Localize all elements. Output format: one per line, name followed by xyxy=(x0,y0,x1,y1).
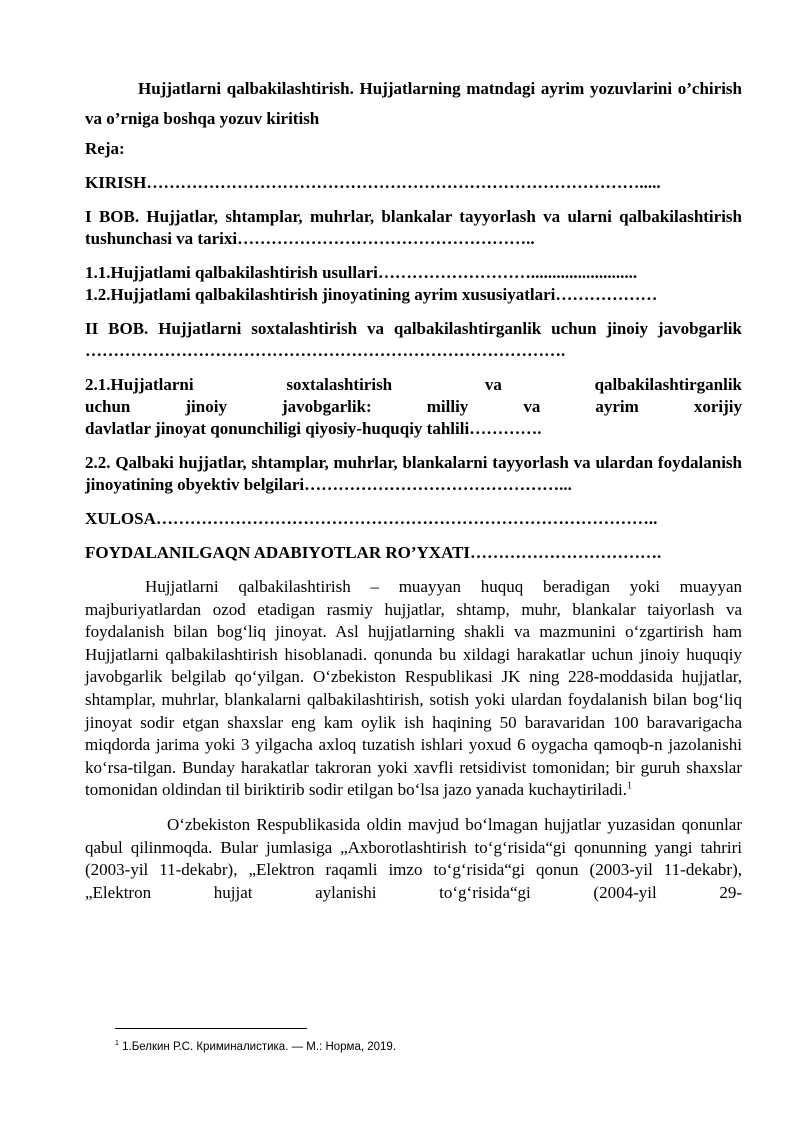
document-page xyxy=(85,74,742,916)
toc-section-2-1-line-3: davlatlar jinoyat qonunchiligi qiyosiy-huquqiy tahlili…………. xyxy=(85,419,542,438)
toc-section-1-1: 1.1.Hujjatlami qalbakilashtirish usullari………………………......................... xyxy=(85,263,638,282)
toc-intro: KIRISH……………………………………………………………………………..... xyxy=(85,173,661,192)
toc-section-2-1-line-2: uchun jinoiy javobgarlik: milliy va ayrim xorijiy xyxy=(85,397,742,416)
toc-chapter-2: II BOB. Hujjatlarni soxtalashtirish va qalbakilashtirganlik uchun jinoiy javobgarlik …………………………………………………………………………. xyxy=(85,319,742,360)
paragraph-1-text: Hujjatlarni qalbakilashtirish – muayyan huquq beradigan yoki muayyan majburiyatlardan ozod etadigan rasmiy hujjatlar, shtamp, muhr, blankalar taiyorlash va foydalanish bilan bog‘liq jinoyat. Asl hujjatlarning shakli va mazmunini o‘zgartirish ham Hujjatlarni qalbakilashtirish hisoblanadi. qonunda bu xildagi harakatlar uchun jinoiy huquqiy javobgarlik belgilab qo‘yilgan. O‘zbekiston Respublikasi JK ning 228-moddasida hujjatlar, shtamplar, muhrlar, blankalarni qalbakilashtirish, sotish yoki ulardan foydalanish bilan bog‘liq jinoyat sodir etgan shaxslar eng kam oylik ish haqining 50 baravaridan 100 baravarigacha miqdorda jarima yoki 3 yilgacha axloq tuzatish ishlari yoxud 6 oygacha qamoqb-n jazolanishi ko‘rsa-tilgan. Bunday harakatlar takroran yoki xavfli retsidivist tomonidan; bir guruh shaxslar tomonidan oldindan til biriktirib sodir etilgan bo‘lsa jazo yanada kuchaytiriladi. xyxy=(85,577,742,800)
body-paragraph-1 xyxy=(85,576,742,802)
body-paragraph-2: O‘zbekiston Respublikasida oldin mavjud bo‘lmagan hujjatlar yuzasidan qonunlar qabul qilinmoqda. Bular jumlasiga „Axborotlashtirish to‘g‘risida“gi qonunning yangi tahriri (2003-yil 11-dekabr), „Elektron raqamli imzo to‘g‘risida“gi qonun (2003-yil 11-dekabr), „Elektron hujjat aylanishi to‘g‘risida“gi (2004-yil 29- xyxy=(85,814,742,902)
toc-section-2-2: 2.2. Qalbaki hujjatlar, shtamplar, muhrlar, blankalarni tayyorlash va ulardan foydalanish jinoyatining obyektiv belgilari………………………………………... xyxy=(85,453,742,494)
footnote-mark: 1 xyxy=(115,1040,119,1048)
footnote-reference: 1 xyxy=(626,780,632,792)
footnote xyxy=(115,1041,396,1053)
toc-section-2-1-line-1: 2.1.Hujjatlarni soxtalashtirish va qalbakilashtirganlik xyxy=(85,375,742,394)
plan-label: Reja: xyxy=(85,139,125,158)
toc-conclusion: XULOSA…………………………………………………………………………….. xyxy=(85,509,658,528)
footnote-text: 1.Белкин Р.С. Криминалистика. — М.: Норма, 2019. xyxy=(118,1041,397,1053)
toc-references: FOYDALANILGAQN ADABIYOTLAR RO’YXATI……………………………. xyxy=(85,543,662,562)
footnote-separator xyxy=(115,1028,307,1029)
document-title: Hujjatlarni qalbakilashtirish. Hujjatlarning matndagi ayrim yozuvlarini o’chirish va o’rniga boshqa yozuv kiritish xyxy=(85,79,742,128)
toc-chapter-1: I BOB. Hujjatlar, shtamplar, muhrlar, blankalar tayyorlash va ularni qalbakilashtirish tushunchasi va tarixi…………………………………………….. xyxy=(85,207,742,248)
toc-section-1-2: 1.2.Hujjatlami qalbakilashtirish jinoyatining ayrim xususiyatlari……………… xyxy=(85,285,658,304)
table-of-contents xyxy=(85,172,742,564)
